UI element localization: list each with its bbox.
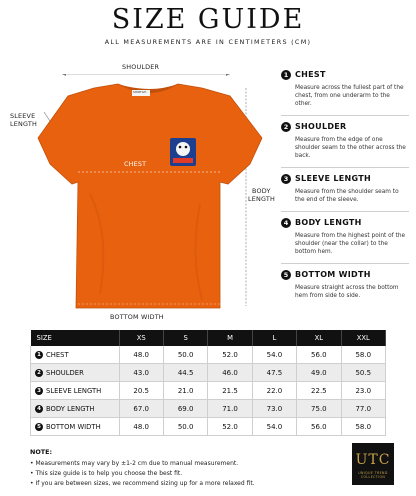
divider (281, 115, 409, 116)
table-cell: 20.5 (119, 382, 163, 400)
logo-text: UTC (355, 452, 391, 468)
shoulder-label: SHOULDER (122, 63, 160, 71)
table-cell: 46.0 (208, 364, 252, 382)
step-number: 4 (281, 218, 291, 228)
table-cell: 21.5 (208, 382, 252, 400)
table-row (31, 382, 386, 400)
step-number: 1 (281, 70, 291, 80)
table-header: XS (119, 330, 163, 346)
table-cell: 58.0 (341, 418, 385, 436)
table-cell: 75.0 (297, 400, 341, 418)
row-label: SLEEVE LENGTH (46, 386, 102, 395)
table-cell: 22.0 (252, 382, 296, 400)
step-description: Measure across the fullest part of the chest, from one underarm to the other. (295, 85, 404, 107)
page-subtitle: ALL MEASUREMENTS ARE IN CENTIMETERS (CM) (104, 38, 312, 46)
table-cell: 48.0 (119, 418, 163, 436)
table-cell: 73.0 (252, 400, 296, 418)
row-label-cell (31, 346, 120, 364)
table-cell: 44.5 (163, 364, 207, 382)
tshirt-shape (38, 84, 262, 308)
sleeve-length-label-2: LENGTH (10, 120, 38, 128)
table-header: SIZE (31, 330, 120, 346)
table-cell: 56.0 (297, 418, 341, 436)
table-row (31, 364, 386, 382)
logo-subtext-2: COLLECTION (360, 475, 386, 479)
neck-tag-label: SHIRTGH (133, 90, 147, 94)
step-title: BOTTOM WIDTH (295, 270, 371, 279)
table-cell: 21.0 (163, 382, 207, 400)
table-header-row (31, 330, 386, 346)
table-cell: 54.0 (252, 418, 296, 436)
table-cell: 50.5 (341, 364, 385, 382)
row-label: BODY LENGTH (46, 404, 95, 413)
size-table (30, 330, 386, 436)
row-number: 4 (35, 405, 43, 413)
bottom-width-label: BOTTOM WIDTH (110, 313, 164, 321)
step-number: 5 (281, 270, 291, 280)
step-title: SLEEVE LENGTH (295, 174, 371, 183)
body-length-label-2: LENGTH (248, 195, 276, 203)
table-cell: 69.0 (163, 400, 207, 418)
table-cell: 52.0 (208, 346, 252, 364)
step-description: Measure from the edge of one shoulder seam to the other across the back. (295, 137, 406, 159)
chest-label: CHEST (124, 160, 147, 168)
table-row (31, 400, 386, 418)
tshirt-illustration (30, 74, 270, 310)
divider (281, 167, 409, 168)
table-cell: 49.0 (297, 364, 341, 382)
table-cell: 47.5 (252, 364, 296, 382)
table-cell: 22.5 (297, 382, 341, 400)
table-cell: 52.0 (208, 418, 252, 436)
shirt-graphic (170, 138, 196, 166)
page-title: SIZE GUIDE (111, 4, 305, 35)
row-label: CHEST (46, 350, 69, 359)
row-label: SHOULDER (46, 368, 84, 377)
table-header: XXL (341, 330, 385, 346)
divider (281, 211, 409, 212)
step-title: CHEST (295, 70, 326, 79)
row-label-cell (31, 364, 120, 382)
step-title: SHOULDER (295, 122, 347, 131)
logo-subtext-1: UNIQUE TREND (358, 471, 388, 475)
body-length-label-1: BODY (252, 187, 271, 195)
notes-section (30, 448, 330, 489)
step-description: Measure from the shoulder seam to the end of the sleeve. (295, 189, 399, 203)
table-cell: 54.0 (252, 346, 296, 364)
table-cell: 23.0 (341, 382, 385, 400)
step-description: Measure from the highest point of the shoulder (near the collar) to the bottom hem. (295, 233, 406, 255)
table-header: S (163, 330, 207, 346)
step-number: 3 (281, 174, 291, 184)
table-cell: 67.0 (119, 400, 163, 418)
row-label-cell (31, 382, 120, 400)
row-label-cell (31, 418, 120, 436)
row-label: BOTTOM WIDTH (46, 422, 101, 431)
note-item: • This size guide is to help you choose the best fit. (30, 470, 183, 477)
brand-logo (352, 443, 394, 485)
table-row (31, 346, 386, 364)
table-cell: 56.0 (297, 346, 341, 364)
step-description: Measure straight across the bottom hem from side to side. (295, 285, 399, 299)
table-cell: 58.0 (341, 346, 385, 364)
sleeve-length-label-1: SLEEVE (10, 112, 36, 120)
step-number: 2 (281, 122, 291, 132)
row-number: 1 (35, 351, 43, 359)
table-cell: 50.0 (163, 346, 207, 364)
note-item: • Measurements may vary by ±1-2 cm due to manual measurement. (30, 460, 239, 467)
table-row (31, 418, 386, 436)
table-cell: 50.0 (163, 418, 207, 436)
table-cell: 43.0 (119, 364, 163, 382)
table-header: M (208, 330, 252, 346)
notes-title: NOTE: (30, 448, 53, 456)
table-cell: 48.0 (119, 346, 163, 364)
note-item: • If you are between sizes, we recommend sizing up for a more relaxed fit. (30, 480, 255, 487)
table-cell: 71.0 (208, 400, 252, 418)
divider (281, 263, 409, 264)
table-cell: 77.0 (341, 400, 385, 418)
row-label-cell (31, 400, 120, 418)
table-header: L (252, 330, 296, 346)
step-title: BODY LENGTH (295, 218, 362, 227)
table-header: XL (297, 330, 341, 346)
row-number: 5 (35, 423, 43, 431)
row-number: 3 (35, 387, 43, 395)
row-number: 2 (35, 369, 43, 377)
